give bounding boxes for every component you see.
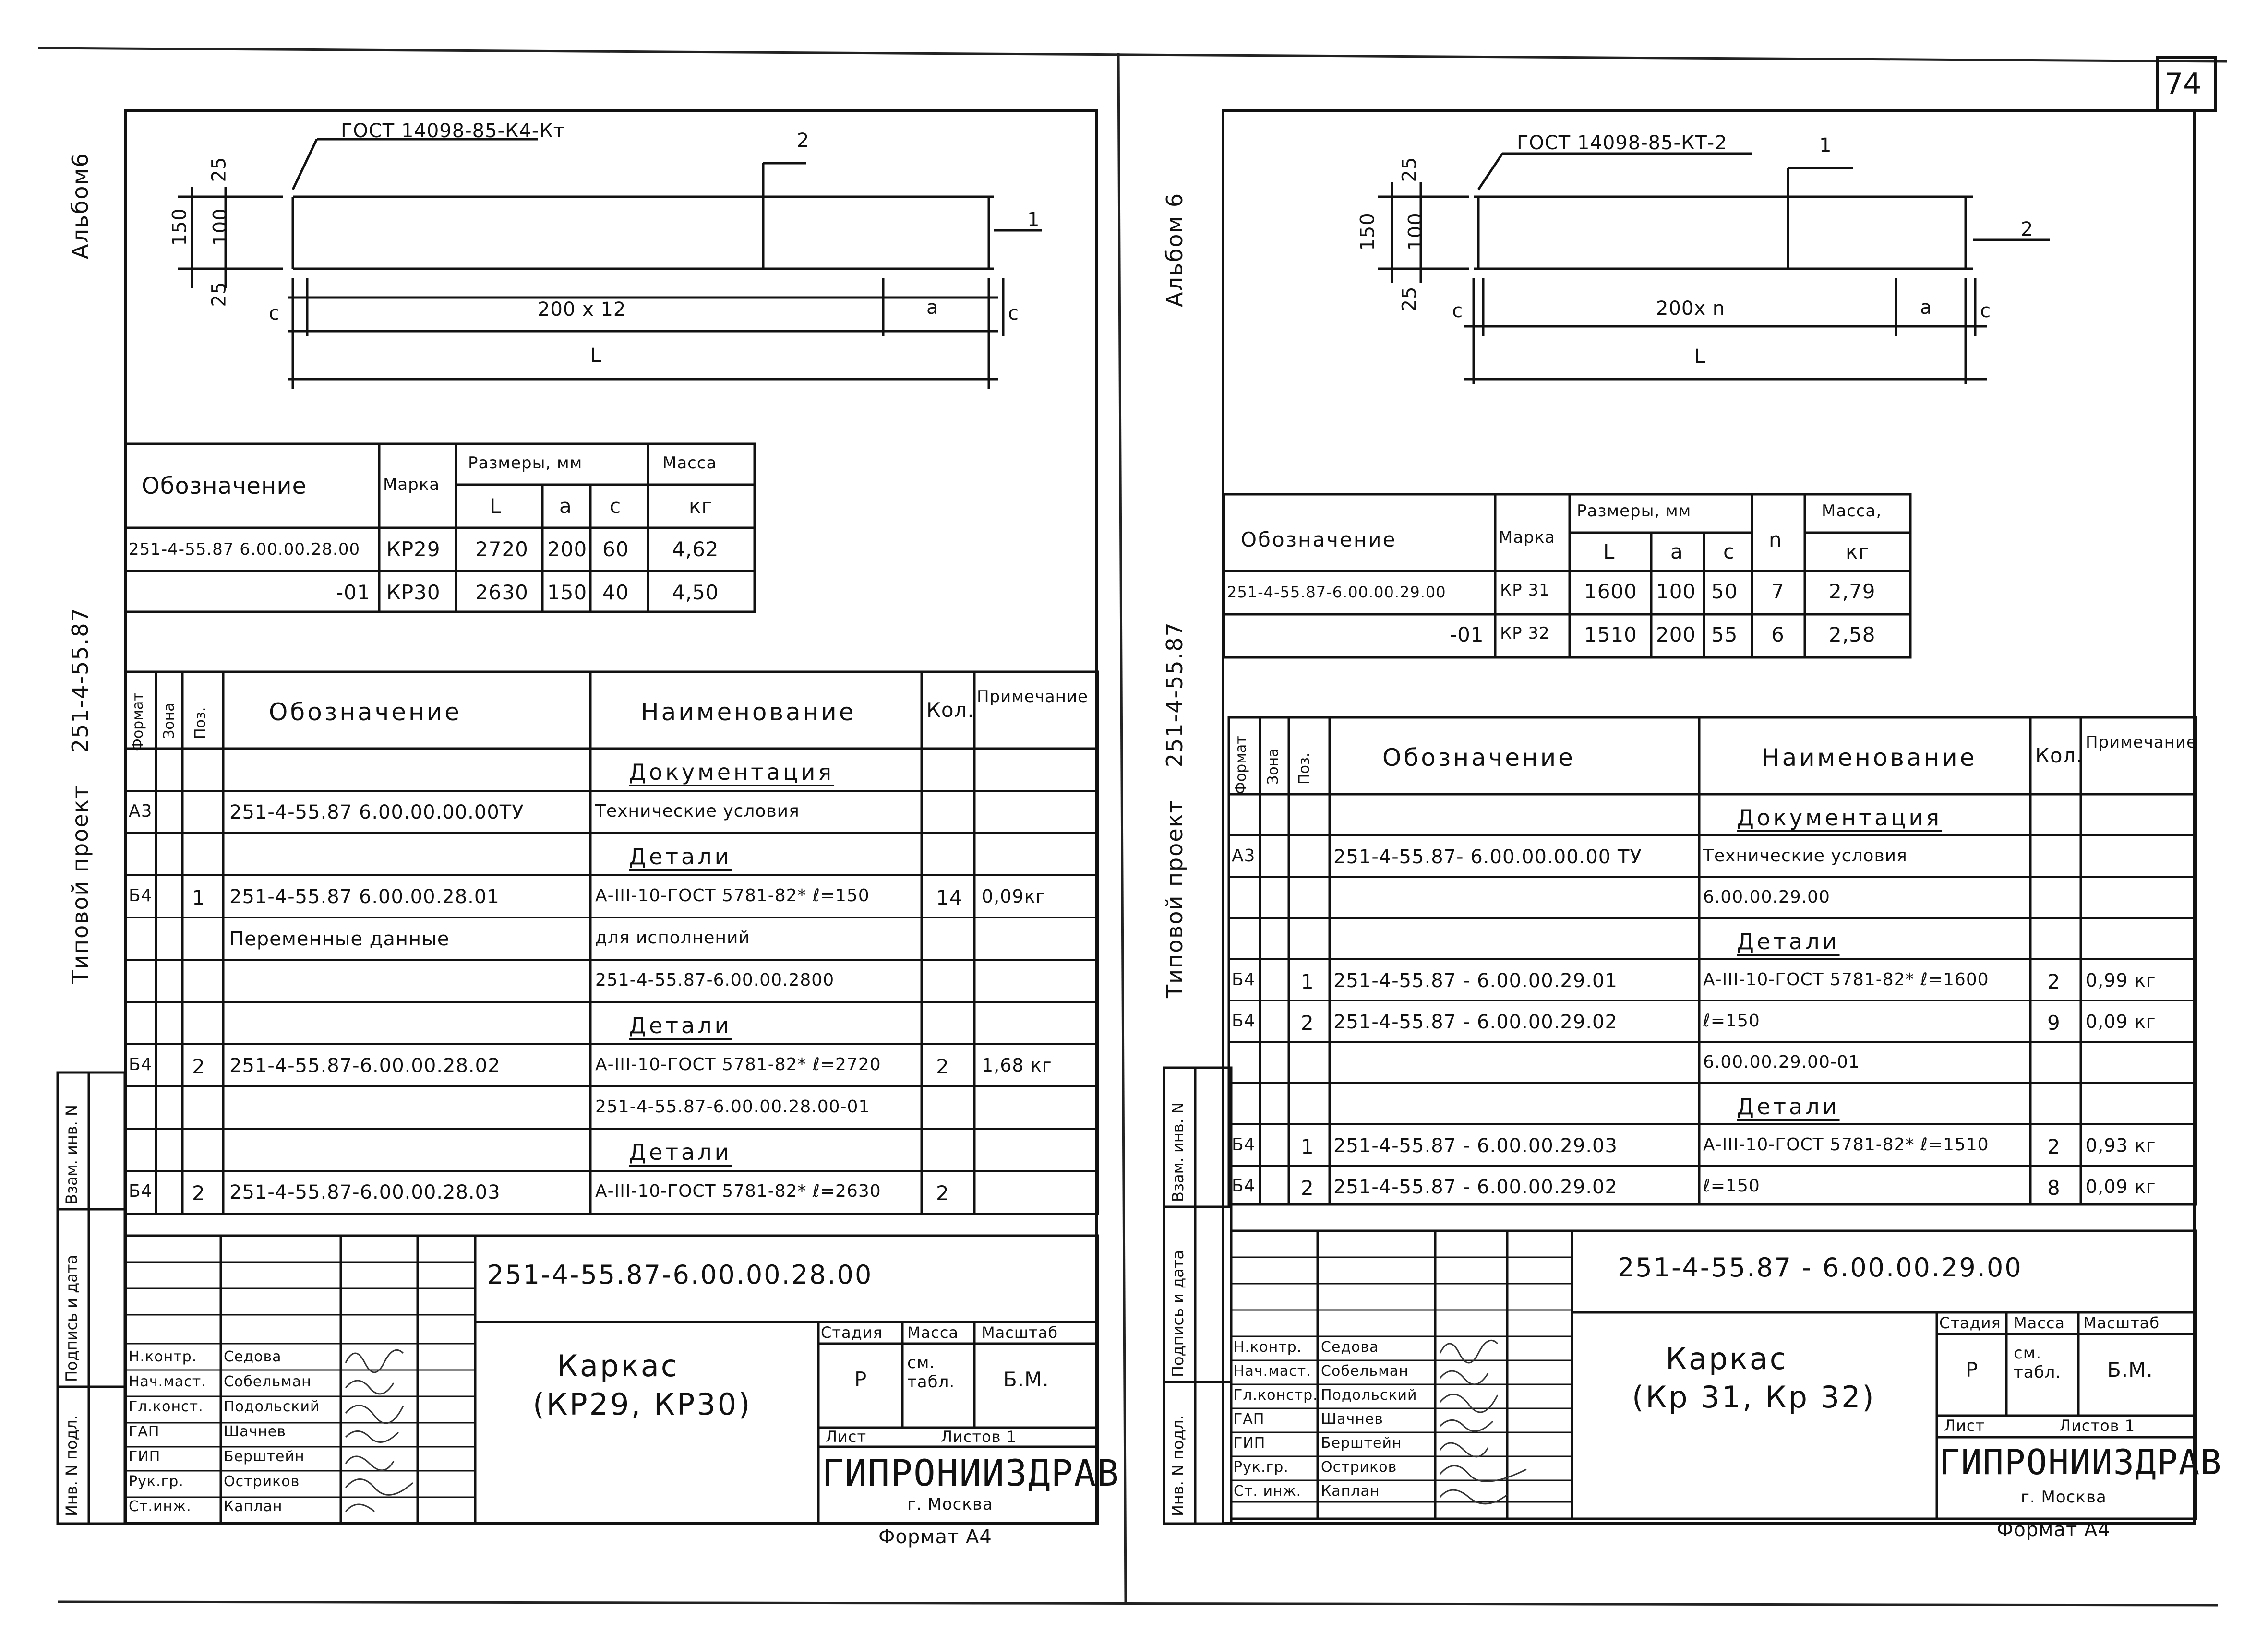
left-spec-row-qty: 14 (936, 886, 963, 909)
page-number: 74 (2165, 67, 2202, 101)
left-project-code: 251-4-55.87 (67, 607, 93, 753)
right-dim-c2: c (1980, 300, 1991, 322)
left-spec-row-qty: 2 (936, 1055, 949, 1078)
left-params-h-sizes: Размеры, мм (468, 453, 583, 473)
right-side-stamp-0: Взам. инв. N (1169, 1102, 1187, 1202)
right-spec-h-zone: Зона (1265, 748, 1282, 785)
left-spec-row-name: А-III-10-ГОСТ 5781-82* ℓ=2720 (595, 1055, 881, 1074)
right-project-label-text: Типовой проект (1162, 799, 1188, 998)
right-spec-row-fmt: А3 (1232, 846, 1256, 866)
left-params-r1-mass: 4,50 (672, 581, 719, 604)
right-spec-row-name: Детали (1737, 1094, 1840, 1120)
left-spec-row-fmt: Б4 (129, 1181, 153, 1201)
left-spec-row-pos: 2 (192, 1055, 205, 1078)
left-spec-h-format: Формат (130, 692, 146, 751)
left-dim-c1: c (269, 302, 280, 324)
right-spec-row-des: 251-4-55.87 - 6.00.00.29.01 (1333, 970, 1618, 992)
left-spec-row-name: Документация (629, 759, 835, 785)
right-tb-sheet: Лист (1944, 1417, 1985, 1435)
left-params-r0-mass: 4,62 (672, 537, 719, 561)
right-tb-role: Н.контр. (1234, 1339, 1302, 1356)
right-spec-row-qty: 8 (2047, 1176, 2061, 1200)
right-params-r1-mark: КР 32 (1500, 624, 1550, 643)
left-tb-person: Собельман (224, 1373, 312, 1390)
right-params-h-sizes: Размеры, мм (1577, 501, 1692, 521)
left-side-stamp-1: Подпись и дата (62, 1254, 81, 1382)
left-tb-person: Шачнев (224, 1423, 286, 1440)
left-params-r0-mark: КР29 (386, 537, 441, 561)
left-tb-format: Формат А4 (878, 1526, 992, 1548)
left-spec-row-pos: 2 (192, 1181, 205, 1205)
left-params-h-L: L (490, 494, 502, 518)
right-spec-row-qty: 9 (2047, 1011, 2061, 1035)
right-spec-row-note: 0,09 кг (2086, 1011, 2156, 1032)
right-spec-row-qty: 2 (2047, 970, 2061, 993)
left-tb-role: ГАП (129, 1423, 160, 1440)
right-tb-h-scale: Масштаб (2083, 1314, 2160, 1332)
left-params-r0-L: 2720 (475, 537, 528, 561)
right-tb-city: г. Москва (2021, 1488, 2107, 1507)
right-tb-person: Каплан (1321, 1483, 1380, 1500)
left-spec-h-qty: Кол. (926, 698, 974, 722)
left-side-stamp-2: Инв. N подл. (62, 1415, 81, 1516)
right-dim-25-bot: 25 (1398, 286, 1421, 312)
left-tb-h-mass: Масса (907, 1323, 959, 1342)
left-spec-row-note: 0,09кг (982, 886, 1046, 907)
left-dim-25-bot: 25 (208, 281, 230, 307)
right-params-r1-L: 1510 (1584, 623, 1637, 646)
left-tb-role: Гл.конст. (129, 1398, 204, 1415)
right-params-r0-a: 100 (1656, 580, 1696, 603)
right-tb-sheets: Листов 1 (2059, 1417, 2136, 1435)
right-params-r0-n: 7 (1771, 580, 1785, 603)
right-params-h-mass: Масса, (1822, 501, 1882, 521)
right-params-r0-L: 1600 (1584, 580, 1637, 603)
right-tb-person: Седова (1321, 1339, 1379, 1356)
right-spec-row-pos: 2 (1301, 1176, 1314, 1200)
right-gost-label: ГОСТ 14098-85-КТ-2 (1517, 132, 1728, 154)
right-tb-person: Подольский (1321, 1387, 1417, 1404)
left-dim-150: 150 (168, 208, 191, 246)
right-spec-row-name: Детали (1737, 929, 1840, 954)
left-tb-person: Подольский (224, 1398, 320, 1415)
left-spec-row-fmt: Б4 (129, 1055, 153, 1074)
left-tb-person: Каплан (224, 1498, 283, 1515)
right-dim-L: L (1694, 345, 1706, 368)
left-dim-a: a (926, 297, 939, 319)
left-spec-row-pos: 1 (192, 886, 205, 909)
right-dim-25-top: 25 (1398, 156, 1421, 182)
left-tb-role: ГИП (129, 1448, 161, 1465)
left-spec-row-name: А-III-10-ГОСТ 5781-82* ℓ=2630 (595, 1181, 881, 1201)
left-spec-row-name: Детали (629, 1013, 732, 1038)
right-spec-row-pos: 1 (1301, 970, 1314, 993)
right-dim-span: 200x n (1656, 298, 1726, 320)
left-dim-L: L (590, 345, 602, 367)
left-params-h-a: a (559, 494, 572, 518)
right-tb-name: Каркас (1666, 1341, 1788, 1376)
right-spec-h-qty: Кол. (2035, 744, 2083, 767)
right-spec-h-designation: Обозначение (1382, 744, 1575, 772)
left-spec-row-name: Детали (629, 844, 732, 870)
left-album-label: Альбом6 (67, 152, 93, 259)
right-spec-row-note: 0,09 кг (2086, 1176, 2156, 1197)
right-spec-row-name: ℓ=150 (1703, 1176, 1760, 1196)
right-spec-row-fmt: Б4 (1232, 1011, 1256, 1031)
right-tb-role: ГИП (1234, 1435, 1266, 1452)
left-params-r1-a: 150 (547, 581, 588, 604)
left-spec-row-fmt: А3 (129, 801, 153, 821)
left-params-h-mass: Масса (662, 453, 717, 473)
right-dim-c1: c (1452, 300, 1463, 322)
left-gost-label: ГОСТ 14098-85-К4-Кт (341, 120, 565, 142)
left-tb-name2: (КР29, КР30) (533, 1387, 752, 1422)
right-params-r1-des: -01 (1450, 623, 1484, 646)
right-params-h-mark: Марка (1499, 528, 1556, 547)
left-tb-doc-code: 251-4-55.87-6.00.00.28.00 (487, 1260, 873, 1290)
right-tb-stage: Р (1966, 1358, 1979, 1382)
left-spec-row-des: 251-4-55.87-6.00.00.28.03 (229, 1181, 501, 1203)
left-tb-city: г. Москва (907, 1495, 993, 1514)
right-spec-row-fmt: Б4 (1232, 1176, 1256, 1196)
right-album-label: Альбом 6 (1162, 192, 1188, 307)
left-spec-h-zone: Зона (161, 703, 178, 739)
right-params-r0-mark: КР 31 (1500, 581, 1550, 600)
right-spec-row-name: 6.00.00.29.00 (1703, 887, 1830, 907)
right-spec-row-des: 251-4-55.87- 6.00.00.00.00 ТУ (1333, 846, 1642, 868)
right-tb-role: Гл.констр. (1234, 1387, 1318, 1404)
left-tb-person: Берштейн (224, 1448, 305, 1465)
right-tb-role: Ст. инж. (1234, 1483, 1302, 1500)
right-callout-1: 1 (1819, 134, 1832, 156)
right-tb-doc-code: 251-4-55.87 - 6.00.00.29.00 (1618, 1252, 2023, 1283)
left-spec-row-name: 251-4-55.87-6.00.00.28.00-01 (595, 1097, 870, 1117)
left-callout-2: 2 (797, 130, 810, 152)
left-params-r0-des: 251-4-55.87 6.00.00.28.00 (129, 540, 360, 559)
right-spec-row-fmt: Б4 (1232, 1135, 1256, 1155)
right-side-stamp-2: Инв. N подл. (1169, 1415, 1187, 1516)
left-tb-person: Остриков (224, 1473, 300, 1490)
left-params-r1-des: -01 (336, 581, 371, 604)
left-params-h-mark: Марка (383, 475, 440, 494)
right-spec-row-pos: 1 (1301, 1135, 1314, 1158)
right-spec-row-name: Технические условия (1703, 846, 1908, 866)
left-spec-row-note: 1,68 кг (982, 1055, 1052, 1076)
right-spec-h-format: Формат (1233, 736, 1249, 794)
left-spec-row-qty: 2 (936, 1181, 949, 1205)
right-spec-row-name: 6.00.00.29.00-01 (1703, 1052, 1860, 1072)
right-params-r1-n: 6 (1771, 623, 1785, 646)
left-tb-role: Рук.гр. (129, 1473, 184, 1490)
right-params-h-c: c (1723, 540, 1735, 563)
left-spec-row-name: Детали (629, 1139, 732, 1165)
right-side-stamp-1: Подпись и дата (1169, 1250, 1187, 1377)
right-params-h-a: a (1670, 540, 1683, 563)
left-tb-name: Каркас (557, 1348, 679, 1383)
left-spec-h-designation: Обозначение (269, 698, 462, 726)
left-side-stamp-0: Взам. инв. N (62, 1105, 81, 1204)
left-tb-role: Нач.маст. (129, 1373, 206, 1390)
left-tb-h-scale: Масштаб (982, 1323, 1058, 1342)
left-callout-1: 1 (1027, 209, 1040, 231)
right-spec-row-note: 0,99 кг (2086, 970, 2156, 991)
right-tb-name2: (Кр 31, Кр 32) (1632, 1380, 1876, 1415)
left-params-r1-L: 2630 (475, 581, 528, 604)
left-params-h-kg: кг (689, 494, 713, 518)
right-tb-format: Формат А4 (1997, 1519, 2111, 1541)
right-params-r0-des: 251-4-55.87-6.00.00.29.00 (1227, 583, 1446, 601)
right-spec-h-note: Примечание (2086, 733, 2197, 752)
left-tb-org-logo: ГИПРОНИИЗДРАВ (822, 1452, 1120, 1494)
right-tb-person: Собельман (1321, 1363, 1409, 1380)
left-tb-role: Ст.инж. (129, 1498, 192, 1515)
right-dim-a: a (1920, 297, 1932, 319)
left-spec-h-note: Примечание (977, 687, 1088, 706)
left-dim-25-top: 25 (208, 156, 230, 182)
left-tb-role: Н.контр. (129, 1348, 197, 1365)
left-tb-sheet: Лист (826, 1428, 867, 1446)
right-tb-role: Нач.маст. (1234, 1363, 1311, 1380)
right-dim-150: 150 (1356, 213, 1379, 251)
right-params-h-L: L (1603, 540, 1615, 563)
left-tb-h-stage: Стадия (821, 1323, 883, 1342)
right-params-r0-c: 50 (1711, 580, 1738, 603)
left-spec-h-pos: Поз. (192, 707, 209, 739)
right-spec-row-des: 251-4-55.87 - 6.00.00.29.02 (1333, 1176, 1618, 1198)
left-dim-span: 200 x 12 (538, 298, 626, 321)
left-spec-row-name: А-III-10-ГОСТ 5781-82* ℓ=150 (595, 886, 870, 905)
right-spec-row-pos: 2 (1301, 1011, 1314, 1035)
left-params-r0-c: 60 (602, 537, 629, 561)
left-spec-row-des: 251-4-55.87 6.00.00.00.00ТУ (229, 801, 524, 823)
right-spec-row-name: А-III-10-ГОСТ 5781-82* ℓ=1600 (1703, 970, 1989, 989)
right-tb-person: Берштейн (1321, 1435, 1402, 1452)
left-dim-100: 100 (209, 208, 232, 246)
right-tb-scale: Б.М. (2107, 1358, 2153, 1382)
left-params-h-c: c (610, 494, 622, 518)
right-spec-row-name: ℓ=150 (1703, 1011, 1760, 1031)
right-params-r1-c: 55 (1711, 623, 1738, 646)
right-tb-org-logo: ГИПРОНИИЗДРАВ (1939, 1442, 2222, 1482)
left-params-r1-mark: КР30 (386, 581, 441, 604)
left-spec-row-name: Технические условия (595, 801, 800, 821)
left-tb-mass: см. табл. (907, 1353, 955, 1392)
right-tb-person: Шачнев (1321, 1411, 1383, 1428)
right-tb-person: Остриков (1321, 1459, 1397, 1476)
right-spec-h-name: Наименование (1762, 744, 1977, 772)
left-spec-row-fmt: Б4 (129, 886, 153, 905)
right-tb-h-stage: Стадия (1939, 1314, 2001, 1332)
right-params-r0-mass: 2,79 (1829, 580, 1876, 603)
right-spec-row-name: А-III-10-ГОСТ 5781-82* ℓ=1510 (1703, 1135, 1989, 1155)
right-spec-row-name: Документация (1737, 805, 1943, 831)
left-params-r1-c: 40 (602, 581, 629, 604)
right-spec-row-des: 251-4-55.87 - 6.00.00.29.02 (1333, 1011, 1618, 1033)
right-params-h-n: n (1769, 528, 1782, 551)
right-tb-role: ГАП (1234, 1411, 1265, 1428)
left-spec-row-des: 251-4-55.87 6.00.00.28.01 (229, 886, 500, 908)
left-spec-row-name: 251-4-55.87-6.00.00.2800 (595, 970, 835, 990)
left-project-label-text: Типовой проект (67, 785, 93, 984)
right-spec-row-qty: 2 (2047, 1135, 2061, 1158)
left-tb-scale: Б.М. (1003, 1368, 1049, 1391)
right-spec-h-pos: Поз. (1296, 752, 1313, 785)
right-project-code: 251-4-55.87 (1162, 621, 1188, 768)
right-params-r1-a: 200 (1656, 623, 1696, 646)
left-tb-sheets: Листов 1 (941, 1428, 1017, 1446)
left-spec-row-name: для исполнений (595, 928, 750, 948)
left-dim-c2: c (1008, 302, 1019, 324)
right-params-r1-mass: 2,58 (1829, 623, 1876, 646)
right-tb-mass: см. табл. (2014, 1344, 2062, 1382)
right-tb-role: Рук.гр. (1234, 1459, 1289, 1476)
right-params-h-designation: Обозначение (1241, 528, 1397, 551)
left-params-h-designation: Обозначение (142, 473, 307, 500)
right-params-h-kg: кг (1846, 540, 1870, 563)
right-dim-100: 100 (1404, 213, 1427, 251)
right-spec-row-des: 251-4-55.87 - 6.00.00.29.03 (1333, 1135, 1618, 1157)
right-spec-row-note: 0,93 кг (2086, 1135, 2156, 1156)
right-callout-2: 2 (2021, 218, 2034, 240)
left-tb-stage: Р (854, 1368, 867, 1391)
left-spec-h-name: Наименование (641, 698, 856, 726)
right-spec-row-fmt: Б4 (1232, 970, 1256, 989)
left-spec-row-des: Переменные данные (229, 928, 450, 950)
left-spec-row-des: 251-4-55.87-6.00.00.28.02 (229, 1055, 501, 1077)
left-tb-person: Седова (224, 1348, 282, 1365)
right-tb-h-mass: Масса (2014, 1314, 2065, 1332)
left-params-r0-a: 200 (547, 537, 588, 561)
